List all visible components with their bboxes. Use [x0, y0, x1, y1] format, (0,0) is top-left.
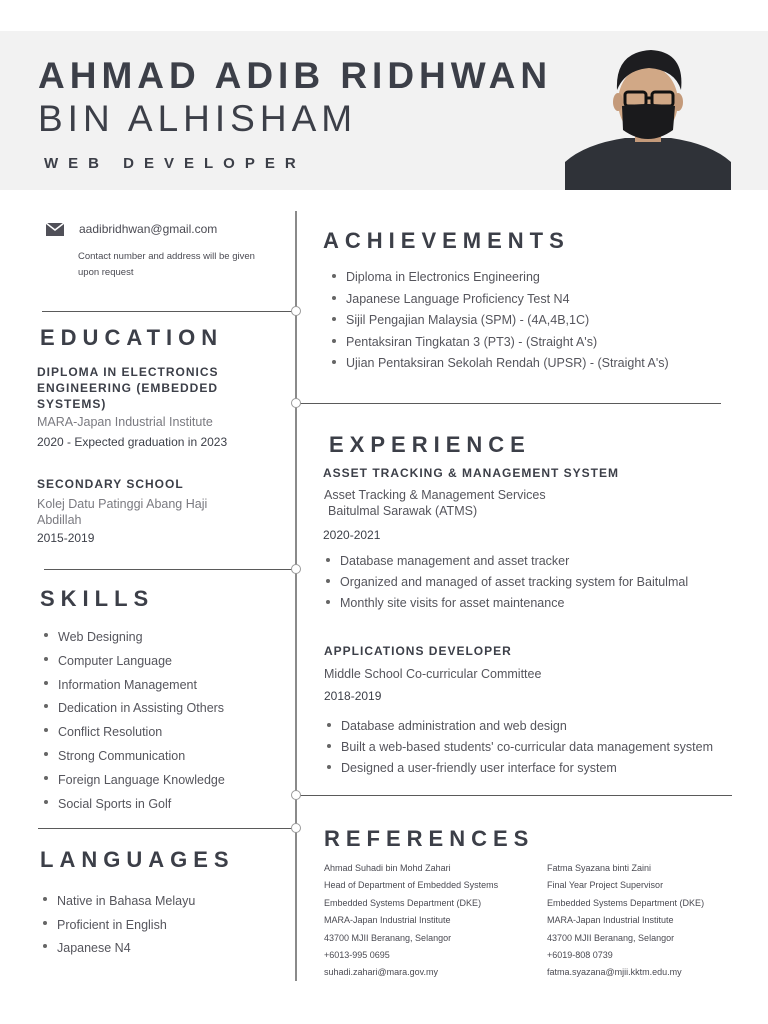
reference-position: Head of Department of Embedded Systems [324, 880, 499, 891]
list-item: Native in Bahasa Melayu [37, 890, 287, 914]
list-item: Japanese Language Proficiency Test N4 [326, 289, 726, 311]
reference-address: 43700 MJII Beranang, Selangor [324, 932, 452, 943]
reference-phone: +6019-808 0739 [547, 950, 613, 961]
reference-name: Ahmad Suhadi bin Mohd Zahari [324, 863, 451, 873]
mail-icon [46, 223, 64, 236]
education-qualification: DIPLOMA IN ELECTRONICS ENGINEERING (EMBEDDED SYSTEMS) [37, 365, 219, 411]
reference-phone: +6013-995 0695 [324, 950, 390, 961]
reference-email[interactable]: suhadi.zahari@mara.gov.my [324, 967, 439, 978]
timeline-dot [291, 306, 301, 316]
list-item: Web Designing [38, 626, 288, 650]
reference-position: Final Year Project Supervisor [547, 880, 664, 891]
divider-experience-references [296, 795, 732, 796]
list-item: Conflict Resolution [38, 721, 288, 745]
job-organization: Asset Tracking & Management Services [324, 488, 546, 502]
experience-title: EXPERIENCE [329, 432, 531, 457]
skills-title: SKILLS [40, 586, 155, 611]
education-institution: MARA-Japan Industrial Institute [37, 415, 213, 429]
email-text[interactable]: aadibridhwan@gmail.com [79, 222, 218, 236]
achievements-list [326, 267, 726, 375]
list-item: Organized and managed of asset tracking system for Baitulmal [320, 572, 740, 593]
timeline-vertical-line [295, 211, 297, 981]
list-item: Ujian Pentaksiran Sekolah Rendah (UPSR) - (Straight A's) [326, 353, 726, 375]
job-role: ASSET TRACKING & MANAGEMENT SYSTEM [323, 466, 620, 480]
reference-card [324, 860, 539, 982]
achievements-title: ACHIEVEMENTS [323, 228, 570, 253]
education-qualification: SECONDARY SCHOOL [37, 477, 184, 491]
reference-email[interactable]: fatma.syazana@mjii.kktm.edu.my [547, 967, 682, 978]
references-title: REFERENCES [324, 826, 535, 851]
job-title: WEB DEVELOPER [44, 155, 306, 172]
reference-address: 43700 MJII Beranang, Selangor [547, 932, 675, 943]
job-bullets [321, 716, 741, 779]
reference-department: Embedded Systems Department (DKE) [324, 897, 482, 908]
list-item: Designed a user-friendly user interface for system [321, 758, 741, 779]
list-item: Strong Communication [38, 745, 288, 769]
list-item: Japanese N4 [37, 937, 287, 961]
education-years: 2020 - Expected graduation in 2023 [37, 435, 228, 449]
divider-achievements-experience [296, 403, 721, 404]
job-organization: Middle School Co-curricular Committee [324, 667, 542, 681]
timeline-dot [291, 790, 301, 800]
reference-name: Fatma Syazana binti Zaini [547, 863, 652, 873]
education-years: 2015-2019 [37, 531, 95, 545]
name-line-2: BIN ALHISHAM [38, 98, 358, 139]
divider-education-skills [44, 569, 296, 570]
list-item: Proficient in English [37, 914, 287, 938]
list-item: Monthly site visits for asset maintenance [320, 593, 740, 614]
list-item: Computer Language [38, 650, 288, 674]
job-years: 2020-2021 [323, 528, 381, 542]
job-bullets [320, 551, 740, 614]
timeline-dot [291, 823, 301, 833]
reference-card [547, 860, 762, 982]
reference-institution: MARA-Japan Industrial Institute [547, 915, 674, 926]
timeline-dot [291, 398, 301, 408]
profile-photo [565, 44, 731, 190]
divider-skills-languages [38, 828, 296, 829]
list-item: Diploma in Electronics Engineering [326, 267, 726, 289]
list-item: Database management and asset tracker [320, 551, 740, 572]
divider-contact-education [42, 311, 296, 312]
list-item: Dedication in Assisting Others [38, 697, 288, 721]
list-item: Sijil Pengajian Malaysia (SPM) - (4A,4B,1C) [326, 310, 726, 332]
list-item: Pentaksiran Tingkatan 3 (PT3) - (Straight A's) [326, 332, 726, 354]
education-institution: Kolej Datu Patinggi Abang Haji Abdillah [37, 497, 208, 527]
list-item: Foreign Language Knowledge [38, 769, 288, 793]
list-item: Social Sports in Golf [38, 793, 288, 817]
list-item: Built a web-based students' co-curricular data management system [321, 737, 741, 758]
contact-note: Contact number and address will be given upon request [78, 251, 255, 278]
languages-title: LANGUAGES [40, 847, 235, 872]
job-organization: Baitulmal Sarawak (ATMS) [328, 504, 478, 518]
reference-department: Embedded Systems Department (DKE) [547, 897, 705, 908]
job-years: 2018-2019 [324, 689, 382, 703]
list-item: Database administration and web design [321, 716, 741, 737]
job-role: APPLICATIONS DEVELOPER [324, 644, 512, 658]
name-line-1: AHMAD ADIB RIDHWAN [38, 55, 553, 96]
skills-list [38, 626, 288, 816]
list-item: Information Management [38, 674, 288, 698]
timeline-dot [291, 564, 301, 574]
education-title: EDUCATION [40, 325, 224, 350]
languages-list [37, 890, 287, 961]
reference-institution: MARA-Japan Industrial Institute [324, 915, 451, 926]
